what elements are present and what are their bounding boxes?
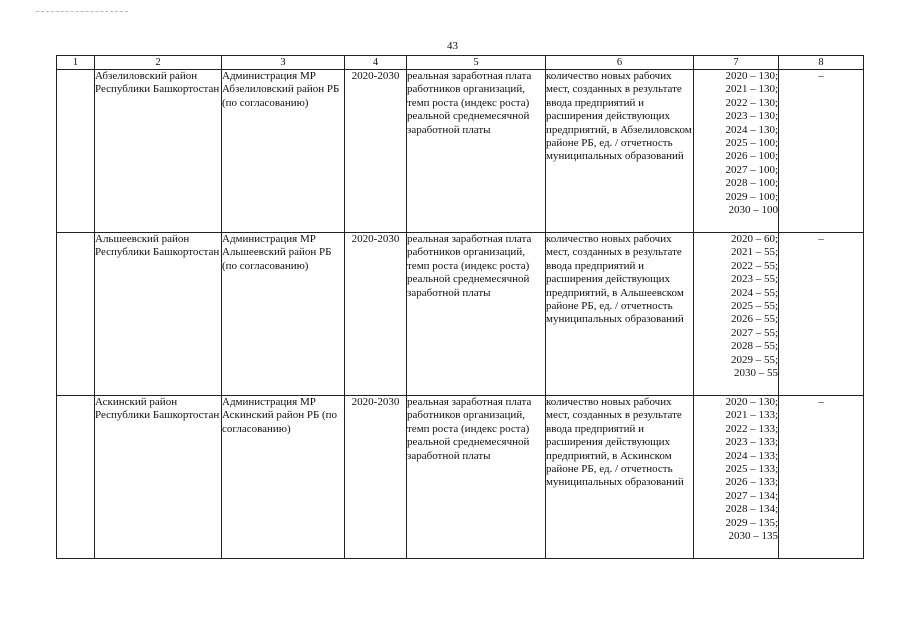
region-cell: Аскинский район Республики Башкортостан [95,396,222,559]
table-row [57,396,864,559]
column-header-8: 8 [779,56,864,70]
year-value: 2021 – 55; [730,246,778,259]
yearly-values-cell [694,70,779,233]
measure-cell: количество новых рабочих мест, созданных в результате ввода предприятий и расширения действующих предприятий, в Альшеевском районе РБ, ед. / отчетность муниципальных образований [546,233,694,396]
header-row [57,56,864,70]
year-value: 2030 – 100 [728,204,778,217]
year-value: 2021 – 133; [725,409,778,422]
administration-cell: Администрация МР Альшеевский район РБ (по согласованию) [222,233,345,396]
indicator-cell: реальная заработная плата работников организаций, темп роста (индекс роста) реальной среднемесячной заработной платы [407,396,546,559]
year-value: 2029 – 135; [725,516,778,529]
year-value: 2026 – 133; [725,476,778,489]
year-value: 2026 – 100; [725,150,778,163]
scan-artifact-line [36,11,128,12]
year-value: 2028 – 134; [725,503,778,516]
yearly-values-cell [694,396,779,559]
column-header-2: 2 [95,56,222,70]
period-cell: 2020-2030 [345,396,407,559]
table-row [57,70,864,233]
year-value: 2022 – 130; [725,96,778,109]
year-value: 2022 – 133; [725,422,778,435]
row-number-cell [57,70,95,233]
period-cell: 2020-2030 [345,233,407,396]
table-row [57,233,864,396]
year-value: 2025 – 100; [725,137,778,150]
row-number-cell [57,233,95,396]
note-cell: – [779,233,864,396]
year-value: 2022 – 55; [730,259,778,272]
year-value: 2030 – 55 [734,367,778,380]
column-header-3: 3 [222,56,345,70]
indicator-cell: реальная заработная плата работников организаций, темп роста (индекс роста) реальной среднемесячной заработной платы [407,70,546,233]
year-value: 2026 – 55; [730,313,778,326]
year-value: 2030 – 135 [728,530,778,543]
year-value: 2025 – 55; [730,300,778,313]
region-cell: Абзелиловский район Республики Башкортостан [95,70,222,233]
indicator-cell: реальная заработная плата работников организаций, темп роста (индекс роста) реальной среднемесячной заработной платы [407,233,546,396]
year-value: 2029 – 100; [725,190,778,203]
measure-cell: количество новых рабочих мест, созданных в результате ввода предприятий и расширения действующих предприятий, в Аскинском районе РБ, ед. / отчетность муниципальных образований [546,396,694,559]
measure-cell: количество новых рабочих мест, созданных в результате ввода предприятий и расширения действующих предприятий, в Абзелиловском районе РБ, ед. / отчетность муниципальных образований [546,70,694,233]
year-value: 2023 – 133; [725,436,778,449]
year-value: 2020 – 130; [725,396,778,408]
period-cell: 2020-2030 [345,70,407,233]
year-value: 2023 – 55; [730,273,778,286]
year-value: 2027 – 55; [730,326,778,339]
note-cell: – [779,70,864,233]
note-cell: – [779,396,864,559]
document-table [56,55,864,559]
year-value: 2024 – 55; [730,286,778,299]
year-value: 2024 – 130; [725,123,778,136]
year-value: 2029 – 55; [730,353,778,366]
year-value: 2027 – 100; [725,163,778,176]
column-header-1: 1 [57,56,95,70]
administration-cell: Администрация МР Абзелиловский район РБ (по согласованию) [222,70,345,233]
column-header-5: 5 [407,56,546,70]
year-value: 2023 – 130; [725,110,778,123]
column-header-7: 7 [694,56,779,70]
year-value: 2024 – 133; [725,449,778,462]
year-value: 2021 – 130; [725,83,778,96]
year-value: 2020 – 60; [730,233,778,245]
column-header-4: 4 [345,56,407,70]
page-number: 43 [447,40,458,52]
column-header-6: 6 [546,56,694,70]
year-value: 2028 – 55; [730,340,778,353]
year-value: 2025 – 133; [725,463,778,476]
year-value: 2027 – 134; [725,489,778,502]
year-value: 2020 – 130; [725,70,778,82]
yearly-values-cell [694,233,779,396]
administration-cell: Администрация МР Аскинский район РБ (по согласованию) [222,396,345,559]
row-number-cell [57,396,95,559]
year-value: 2028 – 100; [725,177,778,190]
region-cell: Альшеевский район Республики Башкортостан [95,233,222,396]
